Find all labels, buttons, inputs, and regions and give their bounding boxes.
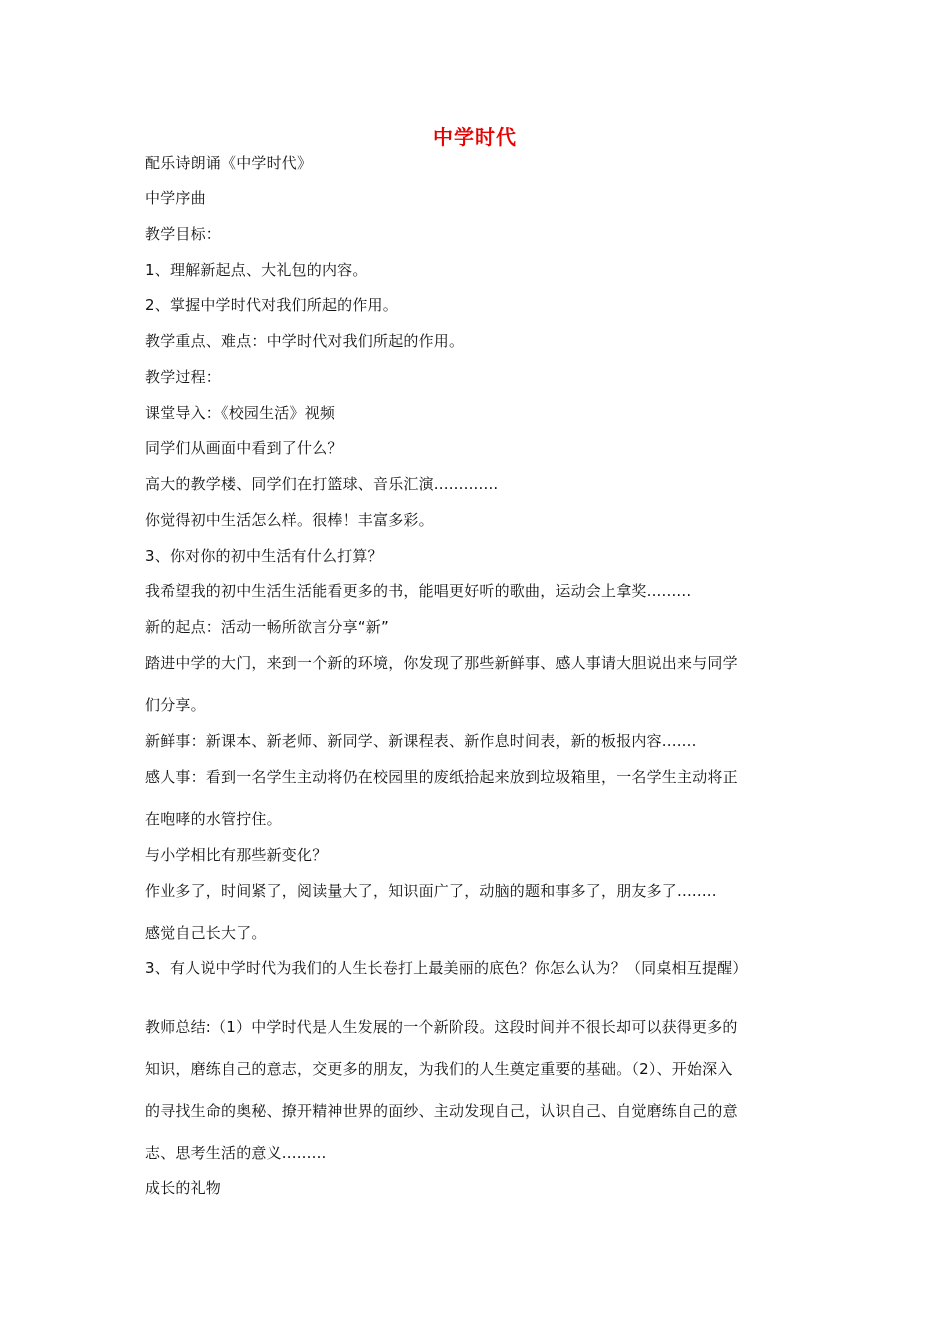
- text-line: 教师总结:（1）中学时代是人生发展的一个新阶段。这段时间并不很长却可以获得更多的: [145, 1018, 738, 1036]
- text-line: 教学目标：: [145, 225, 222, 243]
- text-line: 3、有人说中学时代为我们的人生长卷打上最美丽的底色？你怎么认为？（同桌相互提醒）: [145, 959, 748, 977]
- text-line: 成长的礼物: [145, 1179, 222, 1197]
- text-line: 的寻找生命的奥秘、撩开精神世界的面纱、主动发现自己，认识自己、自觉磨练自己的意: [145, 1102, 738, 1120]
- text-line: 配乐诗朗诵《中学时代》: [145, 154, 313, 172]
- text-line: 3、你对你的初中生活有什么打算？: [145, 547, 383, 565]
- text-line: 课堂导入：《校园生活》视频: [145, 404, 336, 422]
- text-line: 你觉得初中生活怎么样。很棒！丰富多彩。: [145, 511, 434, 529]
- text-line: 与小学相比有那些新变化？: [145, 846, 328, 864]
- text-line: 高大的教学楼、同学们在打篮球、音乐汇演.............: [145, 475, 499, 493]
- text-line: 同学们从画面中看到了什么？: [145, 439, 343, 457]
- text-line: 教学重点、难点：中学时代对我们所起的作用。: [145, 332, 465, 350]
- text-line: 作业多了，时间紧了，阅读量大了，知识面广了，动脑的题和事多了，朋友多了........: [145, 882, 717, 900]
- text-line: 我希望我的初中生活生活能看更多的书，能唱更好听的歌曲，运动会上拿奖.........: [145, 582, 692, 600]
- text-line: 新鲜事：新课本、新老师、新同学、新课程表、新作息时间表，新的板报内容.......: [145, 732, 697, 750]
- text-line: 知识，磨练自己的意志，交更多的朋友，为我们的人生奠定重要的基础。（2）、开始深入: [145, 1060, 733, 1078]
- text-line: 在咆哮的水管拧住。: [145, 810, 282, 828]
- text-line: 们分享。: [145, 696, 206, 714]
- text-line: 感觉自己长大了。: [145, 924, 267, 942]
- text-line: 新的起点：活动一畅所欲言分享“新”: [145, 618, 389, 636]
- text-line: 中学序曲: [145, 189, 206, 207]
- text-line: 2、掌握中学时代对我们所起的作用。: [145, 296, 398, 314]
- text-line: 志、思考生活的意义.........: [145, 1144, 327, 1162]
- text-line: 踏进中学的大门，来到一个新的环境，你发现了那些新鲜事、感人事请大胆说出来与同学: [145, 654, 738, 672]
- text-line: 感人事：看到一名学生主动将仍在校园里的废纸拾起来放到垃圾箱里，一名学生主动将正: [145, 768, 738, 786]
- text-line: 1、理解新起点、大礼包的内容。: [145, 261, 368, 279]
- document-title: 中学时代: [433, 125, 517, 149]
- text-line: 教学过程：: [145, 368, 222, 386]
